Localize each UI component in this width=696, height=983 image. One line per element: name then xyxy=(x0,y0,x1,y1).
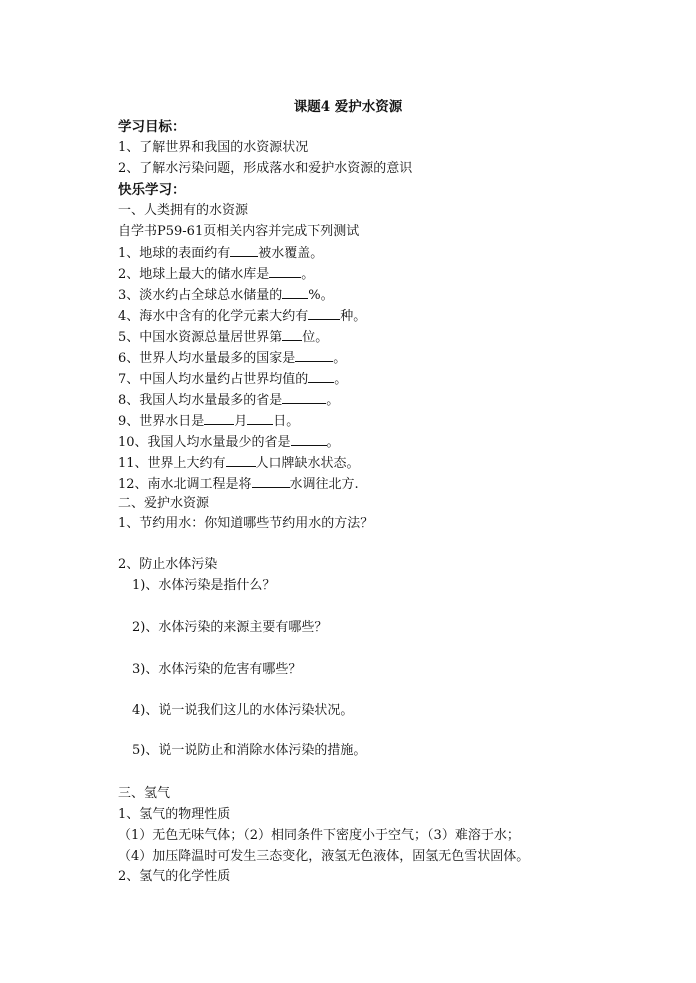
section1-intro: 自学书P59-61页相关内容并完成下列测试 xyxy=(118,224,360,239)
answer-blank[interactable] xyxy=(308,369,334,383)
question-line: 8、我国人均水量最多的省是 。 xyxy=(118,390,339,411)
answer-blank[interactable] xyxy=(308,306,340,320)
answer-blank[interactable] xyxy=(282,285,308,299)
answer-blank[interactable] xyxy=(204,411,234,425)
answer-blank[interactable] xyxy=(291,432,327,446)
property-line: （1）无色无味气体；（2）相同条件下密度小于空气；（3）难溶于水； xyxy=(118,828,520,843)
question-line: 7、中国人均水量约占世界均值的 。 xyxy=(118,369,347,390)
sub-question: 2)、水体污染的来源主要有哪些？ xyxy=(132,620,328,635)
question-line: 2、防止水体污染 xyxy=(118,557,218,572)
question-line: 12、南水北调工程是将 水调往北方. xyxy=(118,474,359,495)
answer-blank[interactable] xyxy=(247,411,273,425)
question-line: 4、海水中含有的化学元素大约有 种。 xyxy=(118,306,366,327)
subsection-heading: 1、氢气的物理性质 xyxy=(118,807,231,822)
question-line: 9、世界水日是 月 日。 xyxy=(118,411,299,432)
subsection-heading: 2、氢气的化学性质 xyxy=(118,869,231,884)
answer-blank[interactable] xyxy=(230,243,258,257)
property-line: （4）加压降温时可发生三态变化，液氢无色液体，固氢无色雪状固体。 xyxy=(118,849,530,864)
question-line: 5、中国水资源总量居世界第 位。 xyxy=(118,327,328,348)
question-line: 2、地球上最大的储水库是 。 xyxy=(118,264,314,285)
section2-heading: 二、爱护水资源 xyxy=(118,496,210,511)
answer-blank[interactable] xyxy=(282,390,326,404)
goal-item: 1、了解世界和我国的水资源状况 xyxy=(118,140,309,155)
sub-question: 1)、水体污染是指什么？ xyxy=(132,578,276,593)
answer-blank[interactable] xyxy=(295,348,333,362)
question-line: 1、地球的表面约有 被水覆盖。 xyxy=(118,243,323,264)
question-line: 11、世界上大约有 人口牌缺水状态。 xyxy=(118,453,360,474)
question-line: 10、我国人均水量最少的省是 。 xyxy=(118,432,340,453)
study-heading: 快乐学习： xyxy=(118,182,186,198)
goals-heading: 学习目标： xyxy=(118,119,186,135)
answer-blank[interactable] xyxy=(282,327,302,341)
section3-heading: 三、氢气 xyxy=(118,786,171,801)
question-line: 6、世界人均水量最多的国家是 。 xyxy=(118,348,346,369)
sub-question: 3)、水体污染的危害有哪些？ xyxy=(132,662,302,677)
section1-heading: 一、人类拥有的水资源 xyxy=(118,203,249,218)
goal-item: 2、了解水污染问题，形成落水和爱护水资源的意识 xyxy=(118,161,413,176)
sub-question: 5)、说一说防止和消除水体污染的措施。 xyxy=(132,743,367,758)
question-line: 3、淡水约占全球总水储量的 %。 xyxy=(118,285,334,306)
question-line: 1、节约用水：你知道哪些节约用水的方法？ xyxy=(118,516,374,531)
answer-blank[interactable] xyxy=(269,264,301,278)
answer-blank[interactable] xyxy=(252,474,290,488)
sub-question: 4)、说一说我们这儿的水体污染状况。 xyxy=(132,703,354,718)
page-title: 课题4 爱护水资源 xyxy=(293,99,403,115)
answer-blank[interactable] xyxy=(226,453,256,467)
